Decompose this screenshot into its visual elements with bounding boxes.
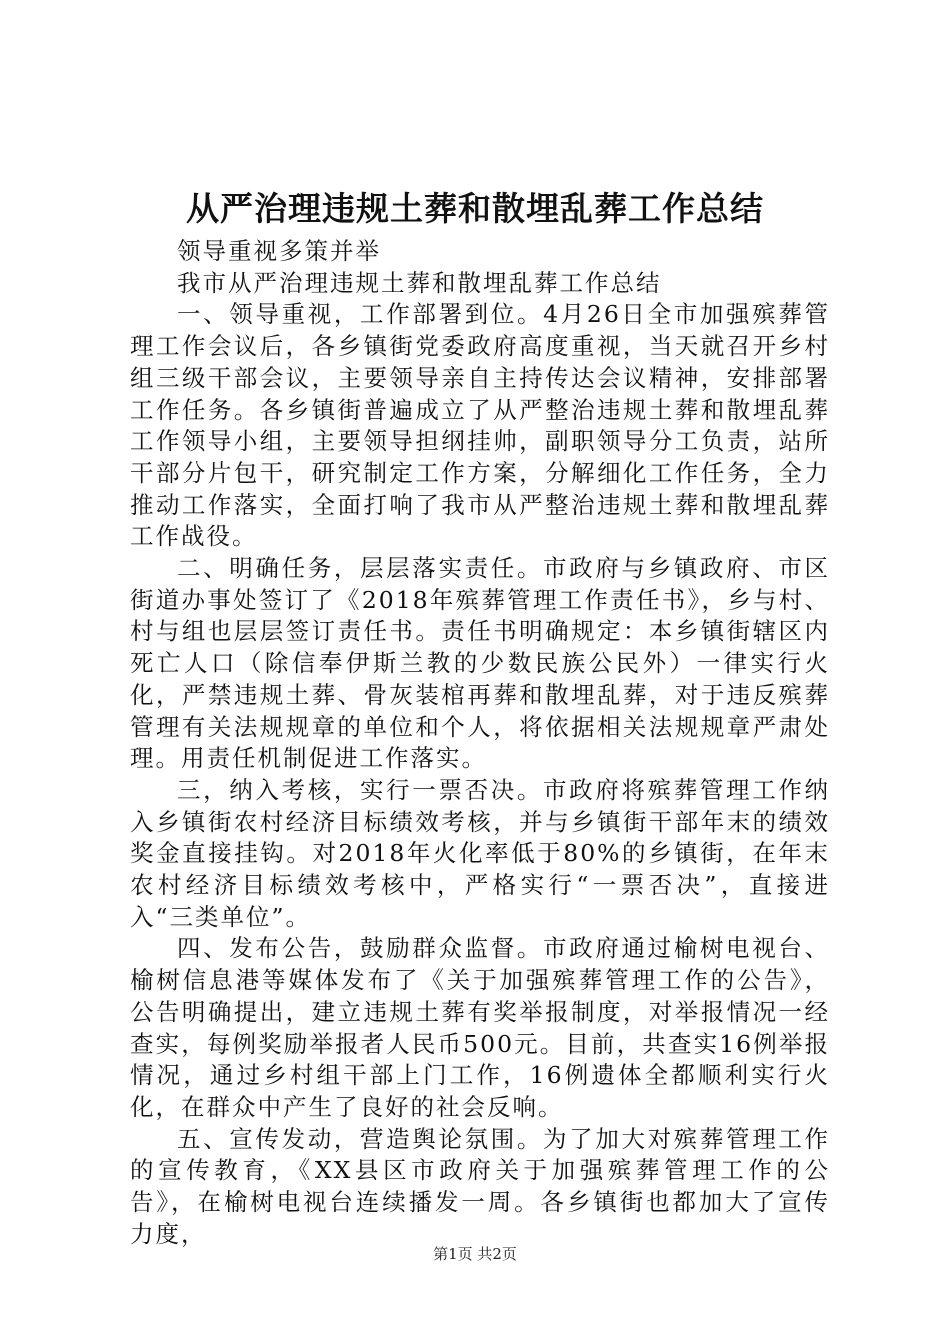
section-paragraph-4: 四、发布公告，鼓励群众监督。市政府通过榆树电视台、榆树信息港等媒体发布了《关于加强殡葬管理工作的公告》，公告明确提出，建立违规土葬有奖举报制度，对举报情况一经查实，每例奖励举报者人民币500元。目前，共查实16例举报情况，通过乡村组干部上门工作，16例遗体全都顺利实行火化，在群众中产生了良好的社会反响。 [130, 934, 830, 1121]
page-number-footer: 第1页 共2页 [433, 1245, 517, 1263]
section-paragraph-1: 一、领导重视，工作部署到位。4月26日全市加强殡葬管理工作会议后，各乡镇街党委政府高度重视，当天就召开乡村组三级干部会议，主要领导亲自主持传达会议精神，安排部署工作任务。各乡镇街普遍成立了从严整治违规土葬和散埋乱葬工作领导小组，主要领导担纲挂帅，副职领导分工负责，站所干部分片包干，研究制定工作方案，分解细化工作任务，全力推动工作落实，全面打响了我市从严整治违规土葬和散埋乱葬工作战役。 [130, 300, 830, 551]
section-paragraph-3: 三，纳入考核，实行一票否决。市政府将殡葬管理工作纳入乡镇街农村经济目标绩效考核，并与乡镇街干部年末的绩效奖金直接挂钩。对2018年火化率低于80%的乡镇街，在年末农村经济目标绩效考核中，严格实行“一票否决”，直接进入“三类单位”。 [130, 775, 830, 931]
section-paragraph-2: 二、明确任务，层层落实责任。市政府与乡镇政府、市区街道办事处签订了《2018年殡葬管理工作责任书》，乡与村、村与组也层层签订责任书。责任书明确规定：本乡镇街辖区内死亡人口（除信奉伊斯兰教的少数民族公民外）一律实行火化，严禁违规土葬、骨灰装棺再葬和散埋乱葬，对于违反殡葬管理有关法规规章的单位和个人，将依据相关法规规章严肃处理。用责任机制促进工作落实。 [130, 554, 830, 773]
document-body [130, 236, 830, 1251]
section-paragraph-5: 五、宣传发动，营造舆论氛围。为了加大对殡葬管理工作的宣传教育，《XX县区市政府关于加强殡葬管理工作的公告》，在榆树电视台连续播发一周。各乡镇街也都加大了宣传力度， [130, 1124, 830, 1248]
subtitle-paragraph: 领导重视多策并举 [177, 237, 381, 265]
heading-paragraph: 我市从严治理违规土葬和散埋乱葬工作总结 [177, 268, 662, 297]
document-title: 从严治理违规土葬和散埋乱葬工作总结 [186, 189, 764, 228]
